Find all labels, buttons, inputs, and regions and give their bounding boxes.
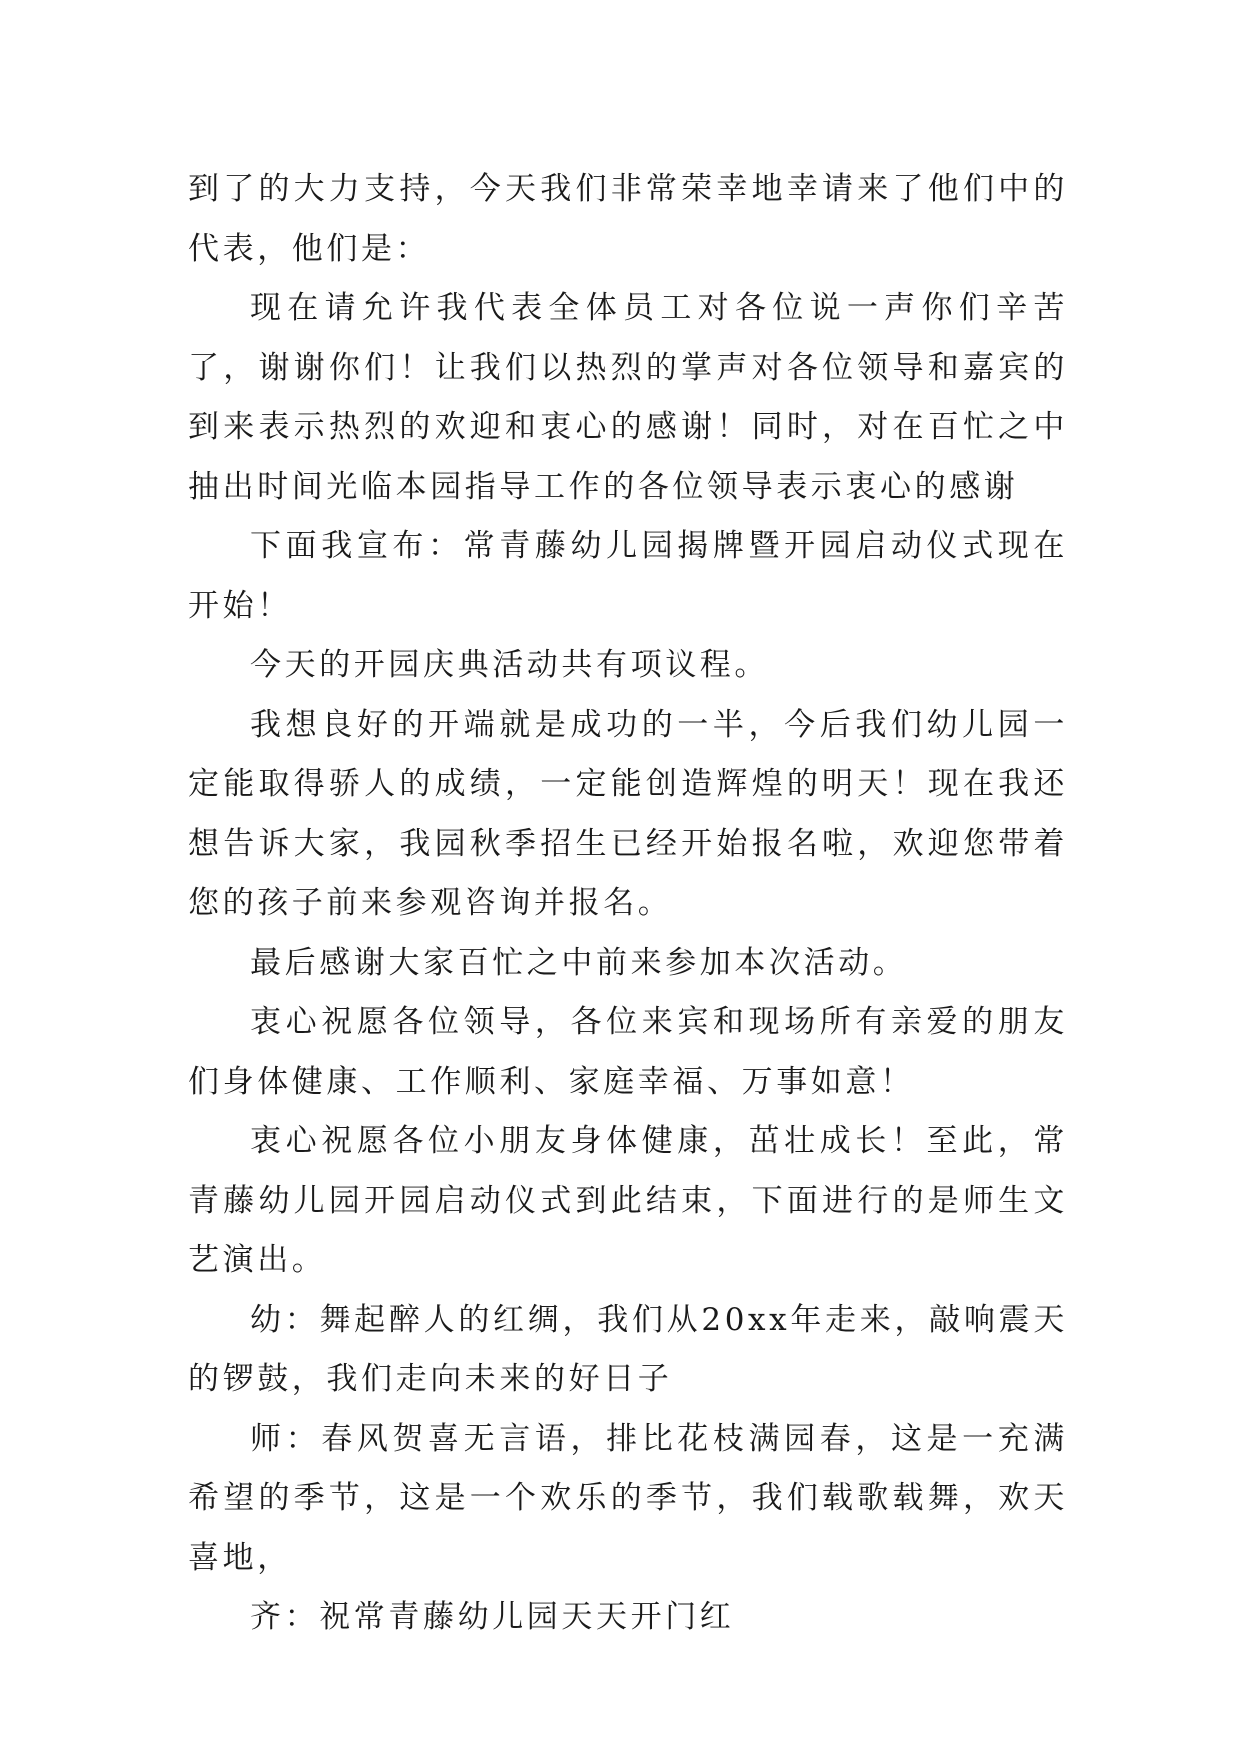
paragraph-recital-teachers: 师：春风贺喜无言语，排比花枝满园春，这是一充满希望的季节，这是一个欢乐的季节，我们载歌载舞，欢天喜地， (188, 1420, 1068, 1576)
document-body (188, 160, 1068, 1648)
paragraph-wishes-guests: 衷心祝愿各位领导，各位来宾和现场所有亲爱的朋友们身体健康、工作顺利、家庭幸福、万事如意！ (188, 1004, 1068, 1100)
paragraph-thanks-staff: 现在请允许我代表全体员工对各位说一声你们辛苦了，谢谢你们！让我们以热烈的掌声对各位领导和嘉宾的到来表示热烈的欢迎和衷心的感谢！同时，对在百忙之中抽出时间光临本园指导工作的各位领导表示衷心的感谢 (188, 290, 1068, 505)
paragraph-final-thanks: 最后感谢大家百忙之中前来参加本次活动。 (250, 944, 908, 981)
paragraph-wishes-children: 衷心祝愿各位小朋友身体健康，茁壮成长！至此，常青藤幼儿园开园启动仪式到此结束，下面进行的是师生文艺演出。 (188, 1123, 1068, 1278)
paragraph-continued-intro: 到了的大力支持，今天我们非常荣幸地幸请来了他们中的代表，他们是： (188, 171, 1068, 267)
paragraph-good-start: 我想良好的开端就是成功的一半，今后我们幼儿园一定能取得骄人的成绩，一定能创造辉煌的明天！现在我还想告诉大家，我园秋季招生已经开始报名啦，欢迎您带着您的孩子前来参观咨询并报名。 (188, 706, 1068, 921)
paragraph-recital-children: 幼：舞起醉人的红绸，我们从20xx年走来，敲响震天的锣鼓，我们走向未来的好日子 (188, 1301, 1068, 1397)
paragraph-recital-all: 齐：祝常青藤幼儿园天天开门红 (250, 1599, 735, 1635)
paragraph-announcement: 下面我宣布：常青藤幼儿园揭牌暨开园启动仪式现在开始！ (188, 528, 1068, 624)
paragraph-agenda: 今天的开园庆典活动共有项议程。 (250, 647, 769, 683)
